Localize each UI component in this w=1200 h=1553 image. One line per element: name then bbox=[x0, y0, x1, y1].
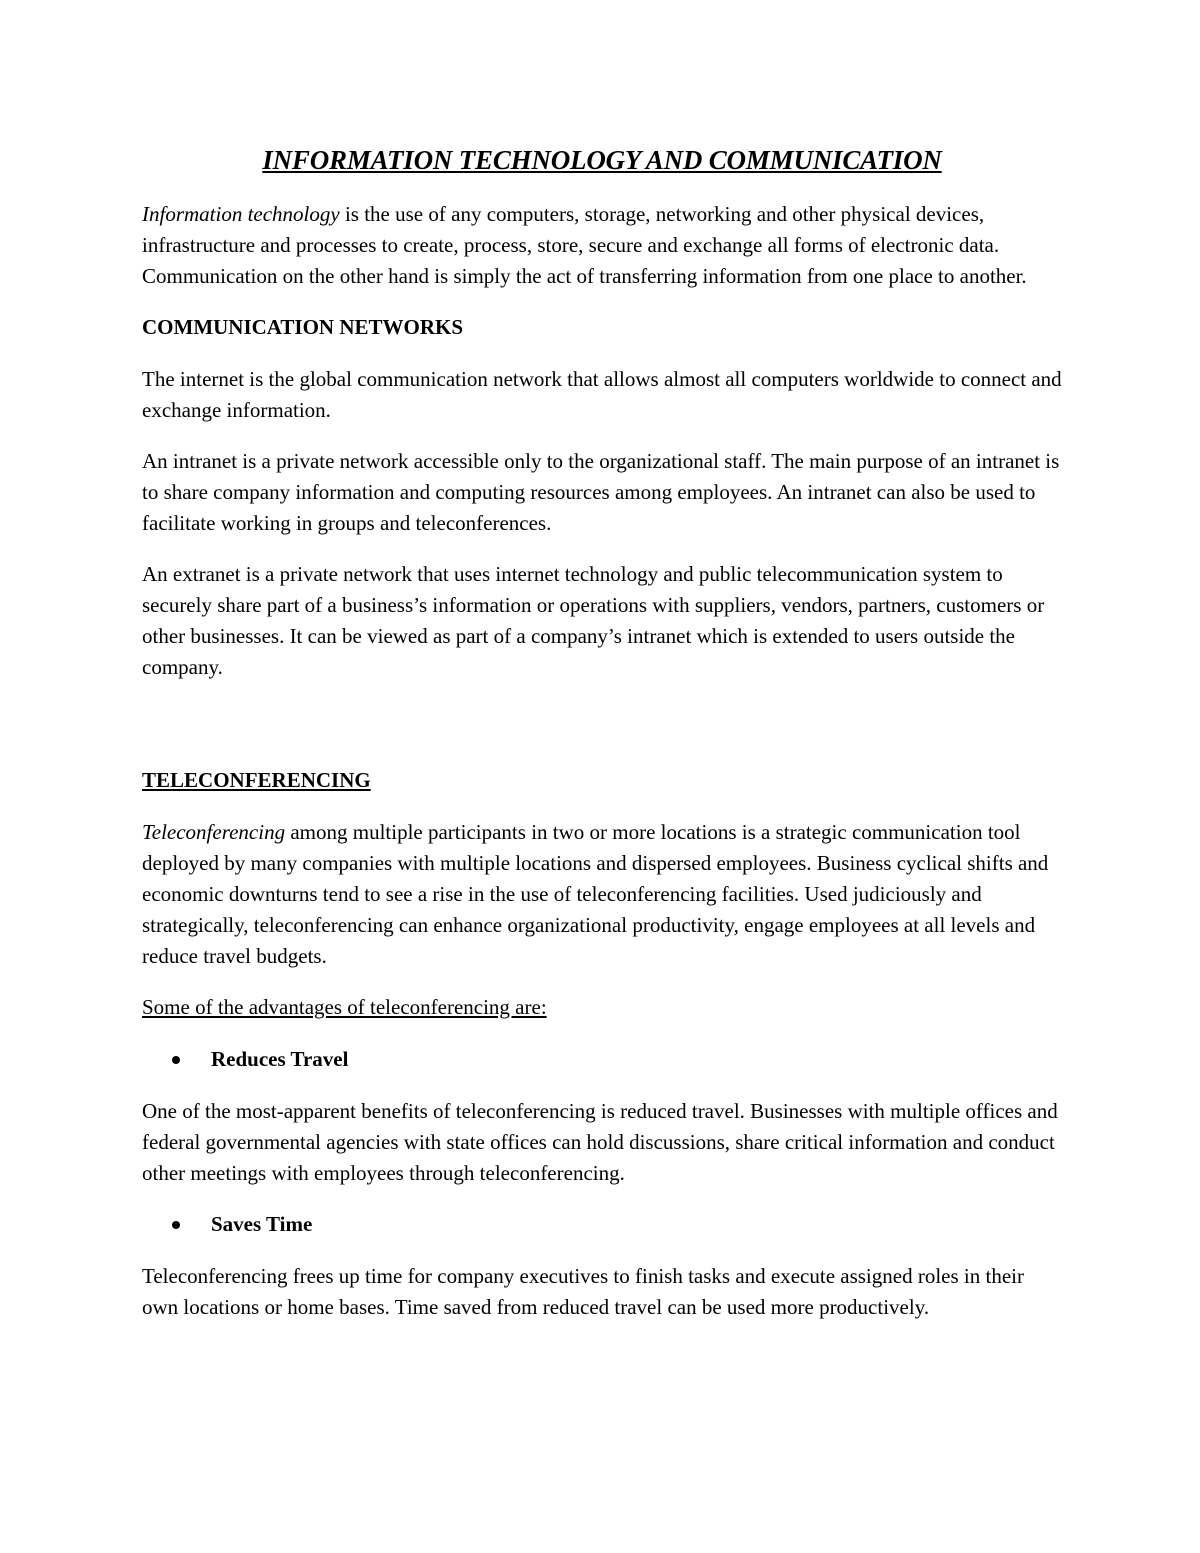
bullet-title: Reduces Travel bbox=[211, 1047, 349, 1071]
teleconferencing-text: among multiple participants in two or more locations is a strategic communication tool deployed by many companies with multiple locations and dispersed employees. Business cyclical shifts and economic downturns tend to see a rise in the use of teleconferencing facilities. Used judiciously and strategically, teleconferencing can enhance organizational productivity, engage employees at all levels and reduce travel budgets. bbox=[142, 820, 1049, 968]
advantages-intro: Some of the advantages of teleconferencing are: bbox=[142, 995, 547, 1019]
document-body bbox=[142, 140, 1062, 1343]
paragraph-internet: The internet is the global communication network that allows almost all computers worldwide to connect and exchange information. bbox=[142, 367, 1062, 422]
paragraph-intranet: An intranet is a private network accessible only to the organizational staff. The main purpose of an intranet is to share company information and computing resources among employees. An intranet can also be used to facilitate working in groups and teleconferences. bbox=[142, 449, 1060, 535]
section-spacer bbox=[142, 703, 1062, 765]
bullet-icon bbox=[172, 1056, 180, 1064]
bullet-item-reduces-travel bbox=[172, 1044, 1062, 1075]
bullet-icon bbox=[172, 1221, 180, 1229]
intro-text: is the use of any computers, storage, networking and other physical devices, infrastructure and processes to create, process, store, secure and exchange all forms of electronic data. Communication on the other hand is simply the act of transferring information from one place to another. bbox=[142, 202, 1027, 288]
intro-term: Information technology bbox=[142, 202, 340, 226]
teleconferencing-paragraph bbox=[142, 817, 1062, 972]
section-heading-teleconferencing: TELECONFERENCING bbox=[142, 768, 371, 792]
teleconferencing-term: Teleconferencing bbox=[142, 820, 286, 844]
paragraph-saves-time: Teleconferencing frees up time for company executives to finish tasks and execute assigned roles in their own locations or home bases. Time saved from reduced travel can be used more productively. bbox=[142, 1264, 1024, 1319]
section-heading-communication-networks: COMMUNICATION NETWORKS bbox=[142, 315, 464, 339]
paragraph-reduces-travel: One of the most-apparent benefits of teleconferencing is reduced travel. Businesses with multiple offices and federal governmental agencies with state offices can hold discussions, share critical information and conduct other meetings with employees through teleconferencing. bbox=[142, 1099, 1058, 1185]
document-title: INFORMATION TECHNOLOGY AND COMMUNICATION bbox=[262, 145, 942, 175]
bullet-title: Saves Time bbox=[211, 1212, 313, 1236]
intro-paragraph bbox=[142, 199, 1062, 292]
bullet-item-saves-time bbox=[172, 1209, 1062, 1240]
paragraph-extranet: An extranet is a private network that uses internet technology and public telecommunication system to securely share part of a business’s information or operations with suppliers, vendors, partners, customers or other businesses. It can be viewed as part of a company’s intranet which is extended to users outside the company. bbox=[142, 562, 1045, 679]
